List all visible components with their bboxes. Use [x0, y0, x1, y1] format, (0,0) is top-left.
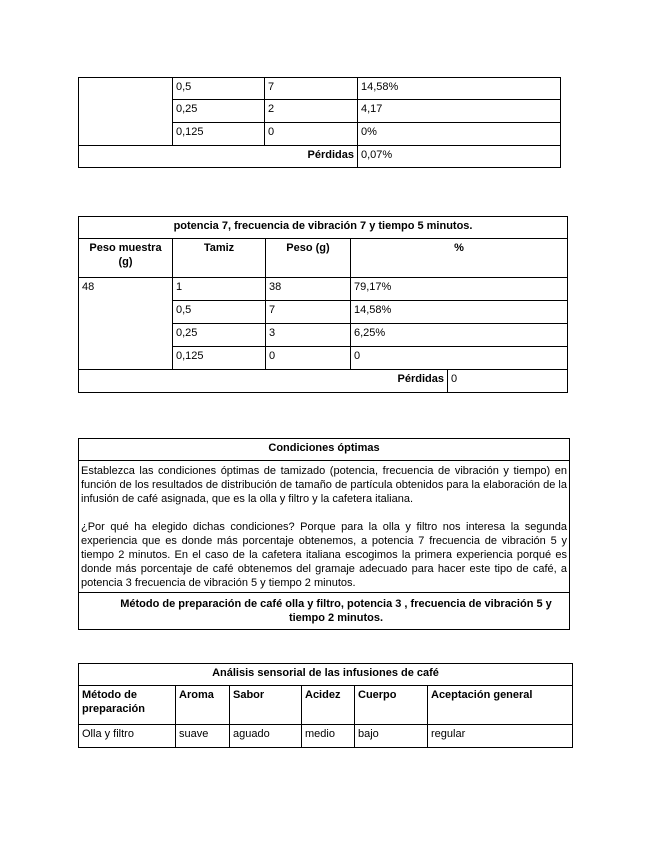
perdidas-label: Pérdidas: [79, 146, 358, 168]
tamiz-cell: 0,25: [173, 100, 265, 123]
table-title: Condiciones óptimas: [79, 439, 570, 461]
header-cuerpo: Cuerpo: [355, 686, 428, 725]
metodo-cell: Olla y filtro: [79, 725, 176, 748]
tamiz-cell: 0,125: [173, 347, 266, 370]
header-metodo: Método de preparación: [79, 686, 176, 725]
aroma-cell: suave: [176, 725, 230, 748]
peso-cell: 7: [265, 78, 358, 100]
header-sabor: Sabor: [230, 686, 302, 725]
header-aroma: Aroma: [176, 686, 230, 725]
percent-cell: 79,17%: [351, 278, 568, 301]
conditions-paragraph-1: Establezca las condiciones óptimas de tamizado (potencia, frecuencia de vibración y tiempo) en función de los resultados de distribución de tamaño de partícula obtenidos para la elaboración de la infusión de café asignada, que es la olla y filtro y la cafetera italiana.: [81, 465, 567, 505]
table-title: potencia 7, frecuencia de vibración 7 y tiempo 5 minutos.: [79, 217, 568, 239]
table-title: Análisis sensorial de las infusiones de café: [79, 664, 573, 686]
peso-cell: 2: [265, 100, 358, 123]
method-text: Método de preparación de café olla y filtro, potencia 3 , frecuencia de vibración 5 y tiempo 2 minutos.: [79, 593, 570, 630]
sensory-analysis-table: [78, 663, 573, 748]
percent-cell: 6,25%: [351, 324, 568, 347]
sieve-results-table-1: [78, 77, 561, 168]
peso-cell: 0: [266, 347, 351, 370]
header-aceptacion: Aceptación general: [428, 686, 573, 725]
percent-cell: 0%: [358, 123, 561, 146]
tamiz-cell: 0,125: [173, 123, 265, 146]
tamiz-cell: 1: [173, 278, 266, 301]
conditions-text: [79, 461, 570, 593]
peso-muestra-value: 48: [79, 278, 173, 370]
perdidas-value: 0: [448, 370, 568, 393]
header-percent: %: [351, 239, 568, 278]
header-tamiz: Tamiz: [173, 239, 266, 278]
empty-cell: [79, 78, 173, 146]
peso-cell: 38: [266, 278, 351, 301]
perdidas-label: Pérdidas: [79, 370, 448, 393]
percent-cell: 4,17: [358, 100, 561, 123]
percent-cell: 14,58%: [351, 301, 568, 324]
peso-cell: 3: [266, 324, 351, 347]
header-acidez: Acidez: [302, 686, 355, 725]
perdidas-value: 0,07%: [358, 146, 561, 168]
aceptacion-cell: regular: [428, 725, 573, 748]
acidez-cell: medio: [302, 725, 355, 748]
percent-cell: 14,58%: [358, 78, 561, 100]
percent-cell: 0: [351, 347, 568, 370]
peso-cell: 7: [266, 301, 351, 324]
optimal-conditions-table: [78, 438, 570, 630]
tamiz-cell: 0,25: [173, 324, 266, 347]
sieve-results-table-2: [78, 216, 568, 393]
header-peso: Peso (g): [266, 239, 351, 278]
sabor-cell: aguado: [230, 725, 302, 748]
peso-cell: 0: [265, 123, 358, 146]
conditions-paragraph-2: ¿Por qué ha elegido dichas condiciones? Porque para la olla y filtro nos interesa la segunda experiencia que es donde más porcentaje obtenemos, a potencia 7 frecuencia de vibración 5 y tiempo 2 minutos. En el caso de la cafetera italiana escogimos la primera experiencia porqué es donde más porcentaje de café obtenemos del gramaje adecuado para hacer este tipo de café, a potencia 3 frecuencia de vibración 5 y tiempo 2 minutos.: [81, 521, 567, 589]
header-peso-muestra: Peso muestra (g): [79, 239, 173, 278]
tamiz-cell: 0,5: [173, 301, 266, 324]
cuerpo-cell: bajo: [355, 725, 428, 748]
tamiz-cell: 0,5: [173, 78, 265, 100]
